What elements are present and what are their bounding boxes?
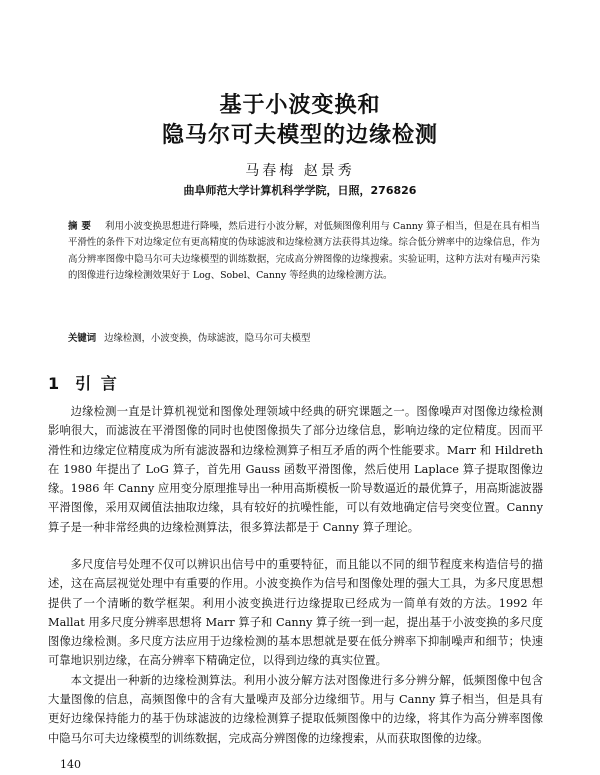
- paragraph-1: 边缘检测一直是计算机视觉和图像处理领域中经典的研究课题之一。图像噪声对图像边缘检测影响很大，而滤波在平滑图像的同时也使图像损失了部分边缘信息，影响边缘的定位精度。因而平滑性和边缘定位精度成为所有滤波器和边缘检测算子相互矛盾的两个性能要求。Marr 和 Hildreth 在 1980 年提出了 LoG 算子，首先用 Gauss 函数平滑图像，然后使用 Laplace 算子提取图像边缘。1986 年 Canny 应用变分原理推导出一种用高斯模板一阶导数逼近的最优算子，用高斯滤波器平滑图像，采用双阈值法抽取边缘，具有较好的抗噪性能，可以有效地确定信号突变位置。Canny 算子是一种非常经典的边缘检测算法，很多算法都是于 Canny 算子理论。: [48, 405, 543, 534]
- paper-title-line-2: 隐马尔可夫模型的边缘检测: [161, 123, 438, 148]
- body-text-continued: [48, 555, 543, 748]
- section-heading: [48, 371, 119, 394]
- paragraph-2: 多尺度信号处理不仅可以辨识出信号中的重要特征，而且能以不同的细节程度来构造信号的描述，这在高层视觉处理中有重要的作用。小波变换作为信号和图像处理的强大工具，为多尺度思想提供了一个清晰的数学框架。利用小波变换进行边缘提取已经成为一简单有效的方法。1992 年 Mallat 用多尺度分辨率思想将 Marr 算子和 Canny 算子统一到一起，提出基于小波变换的多尺度图像边缘检测。多尺度方法应用于边缘检测的基本思想就是要在低分辨率下抑制噪声和细节；快速可靠地识别边缘，在高分辨率下精确定位，以得到边缘的真实位置。: [48, 558, 543, 668]
- abstract: [68, 219, 540, 285]
- abstract-text: 利用小波变换思想进行降噪，然后进行小波分解，对低频图像利用与 Canny 算子相当，但是在具有相当平滑性的条件下对边缘定位有更高精度的伪球滤波和边缘检测方法获得其边缘。综合低分辨率中的边缘信息，作为高分辨率图像中隐马尔可夫边缘模型的训练数据，完成高分辨图像的边缘搜索。实验证明，这种方法对有噪声污染的图像进行边缘检测效果好于 Log、Sobel、Canny 等经典的边缘检测方法。: [68, 221, 540, 282]
- affiliation: 曲阜师范大学计算机科学学院，日照，276826: [183, 184, 417, 197]
- keywords: [68, 331, 540, 346]
- authors: 马春梅 赵景秀: [245, 163, 355, 179]
- page-number: 140: [60, 758, 81, 771]
- abstract-label: 摘要: [68, 221, 95, 232]
- section-number: 1: [48, 374, 62, 393]
- keywords-text: 边缘检测，小波变换，伪球滤波，隐马尔可夫模型: [104, 333, 311, 344]
- body-text: [48, 402, 543, 537]
- paragraph-3: 本文提出一种新的边缘检测算法。利用小波分解方法对图像进行多分辨分解，低频图像中包含大量图像的信息，高频图像中的含有大量噪声及部分边缘细节。用与 Canny 算子相当，但是具有更好边缘保持能力的基于伪球滤波的边缘检测算子提取低频图像中的边缘，将其作为高分辨率图像中隐马尔可夫边缘模型的训练数据，完成高分辨图像的边缘搜索，从而获取图像的边缘。: [48, 673, 543, 745]
- paper-title-line-1: 基于小波变换和: [219, 93, 381, 118]
- section-title: 引 言: [75, 374, 119, 393]
- keywords-label: 关键词: [68, 333, 97, 344]
